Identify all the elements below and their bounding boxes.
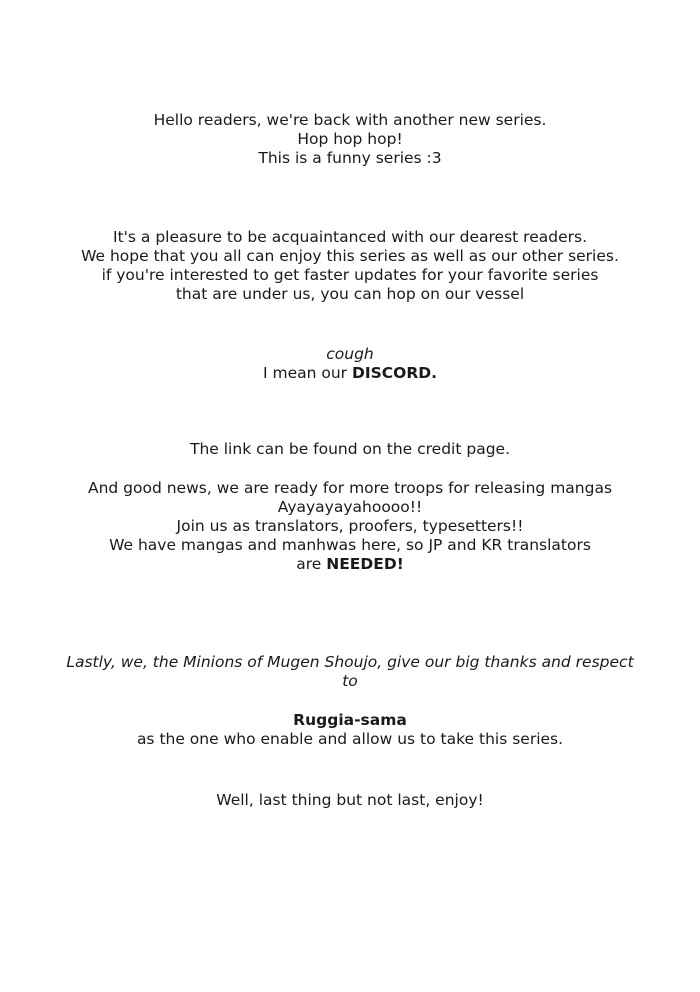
discord-line: [0, 364, 700, 383]
credit-paragraph: [0, 711, 700, 749]
thanks-line-1: Lastly, we, the Minions of Mugen Shoujo, give our big thanks and respect: [66, 653, 634, 671]
discord-paragraph: [0, 345, 700, 383]
welcome-line-3: if you're interested to get faster updates for your favorite series: [101, 266, 599, 284]
welcome-paragraph: [0, 228, 700, 304]
recruit-line-4: We have mangas and manhwas here, so JP and KR translators: [109, 536, 591, 554]
link-note-paragraph: [0, 440, 700, 459]
credit-description: as the one who enable and allow us to take this series.: [136, 730, 564, 748]
welcome-line-4: that are under us, you can hop on our vessel: [175, 285, 525, 303]
intro-line-1: Hello readers, we're back with another new series.: [153, 111, 547, 129]
needed-emphasis: NEEDED!: [326, 555, 404, 573]
recruit-line-2: Ayayayayahoooo!!: [277, 498, 423, 516]
welcome-line-2: We hope that you all can enjoy this series as well as our other series.: [81, 247, 619, 265]
discord-name: DISCORD.: [351, 364, 438, 382]
intro-line-2: Hop hop hop!: [297, 130, 403, 148]
closing-paragraph: [0, 791, 700, 810]
closing-line: Well, last thing but not last, enjoy!: [216, 791, 484, 809]
link-note: The link can be found on the credit page.: [190, 440, 510, 458]
recruit-line-3: Join us as translators, proofers, typesetters!!: [176, 517, 524, 535]
credit-name: Ruggia-sama: [293, 711, 407, 729]
intro-line-3: This is a funny series :3: [258, 149, 442, 167]
welcome-line-1: It's a pleasure to be acquaintanced with our dearest readers.: [113, 228, 587, 246]
thanks-paragraph: [0, 653, 700, 691]
intro-paragraph: [0, 111, 700, 168]
cough-text: cough: [326, 345, 374, 363]
recruit-paragraph: [0, 479, 700, 574]
thanks-line-2: to: [342, 672, 358, 690]
recruit-line-5: [0, 555, 700, 574]
discord-prefix: I mean our: [262, 364, 352, 382]
recruit-line-5-prefix: are: [296, 555, 327, 573]
recruit-line-1: And good news, we are ready for more troops for releasing mangas: [87, 479, 613, 497]
